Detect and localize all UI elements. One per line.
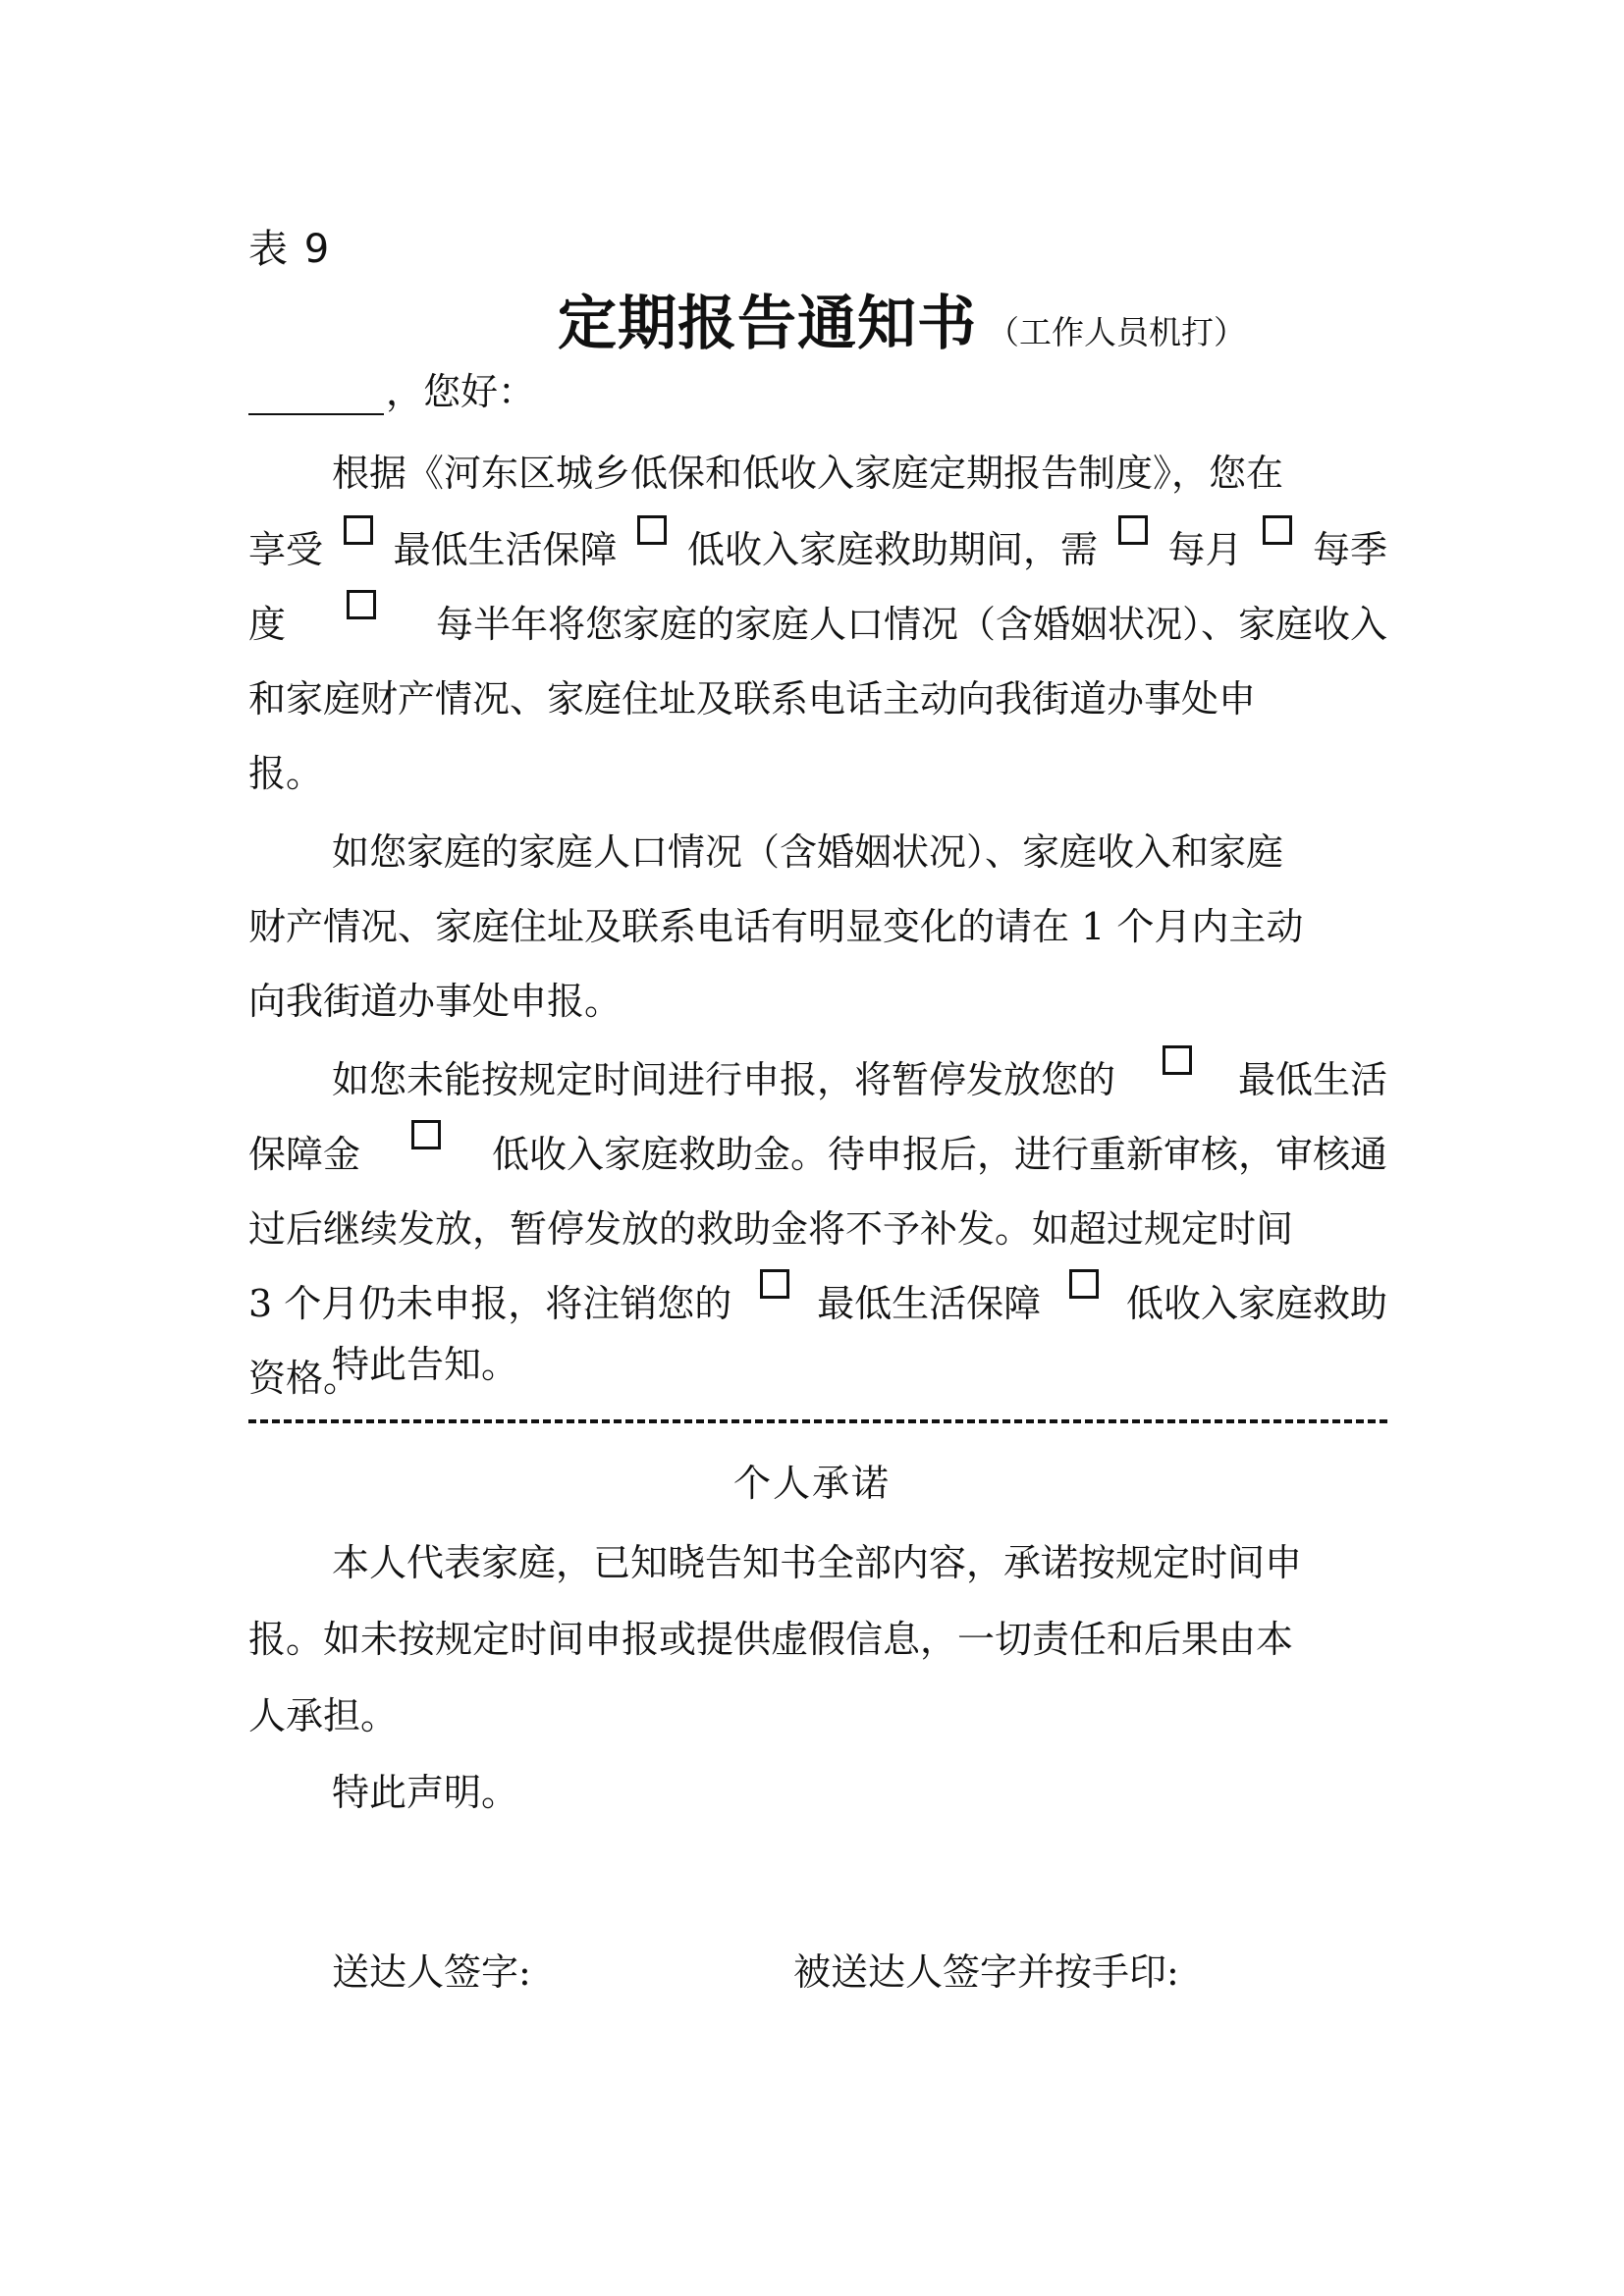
paragraph-line: 根据《河东区城乡低保和低收入家庭定期报告制度》，您在 (332, 452, 1284, 495)
line-segment: 低收入家庭救助金。待申报后，进行重新审核，审核通 (491, 1133, 1387, 1176)
checkbox-monthly[interactable] (1118, 515, 1148, 545)
promise-line: 报。如未按规定时间申报或提供虚假信息，一切责任和后果由本 (248, 1618, 1294, 1661)
checkbox-cancel-min-living-security[interactable] (760, 1269, 789, 1299)
paragraph-line (248, 595, 1387, 654)
line-segment: 每月 (1167, 528, 1243, 571)
line-segment: 最低生活 (1237, 1058, 1387, 1101)
paragraph-line: 资格。 (248, 1357, 361, 1400)
receiver-signature-label: 被送达人签字并按手印: (793, 1950, 1179, 1994)
paragraph-line (248, 1274, 1387, 1333)
line-segment: 每半年将您家庭的家庭人口情况（含婚姻状况）、家庭收入 (435, 603, 1387, 646)
paragraph-line (332, 1050, 1387, 1109)
table-number-label: 表 9 (248, 227, 332, 272)
promise-line: 本人代表家庭，已知晓告知书全部内容，承诺按规定时间申 (332, 1541, 1303, 1584)
line-segment: 低收入家庭救助 (1125, 1282, 1387, 1325)
sender-signature-label: 送达人签字: (332, 1950, 531, 1994)
checkbox-half-yearly[interactable] (347, 590, 376, 619)
promise-line: 人承担。 (248, 1694, 399, 1737)
paragraph-line: 报。 (248, 752, 324, 795)
checkbox-low-income-assistance-fund[interactable] (411, 1120, 441, 1149)
checkbox-min-living-security-fund[interactable] (1163, 1045, 1192, 1075)
line-segment: 享受 (248, 528, 324, 571)
checkbox-min-living-security[interactable] (344, 515, 373, 545)
line-segment: 每季 (1312, 528, 1387, 571)
paragraph-line: 财产情况、家庭住址及联系电话有明显变化的请在 1 个月内主动 (248, 905, 1304, 948)
promise-closing: 特此声明。 (332, 1771, 519, 1814)
dashed-divider (248, 1419, 1387, 1423)
paragraph-line: 如您家庭的家庭人口情况（含婚姻状况）、家庭收入和家庭 (332, 830, 1284, 874)
checkbox-low-income-assistance[interactable] (637, 515, 667, 545)
recipient-name-blank[interactable] (248, 378, 384, 415)
line-segment: 3 个月仍未申报，将注销您的 (248, 1282, 732, 1325)
greeting-text: ，您好： (386, 370, 536, 413)
checkbox-cancel-low-income-assistance[interactable] (1069, 1269, 1099, 1299)
line-segment: 最低生活保障 (393, 528, 618, 571)
paragraph-line (248, 520, 1387, 579)
promise-title: 个人承诺 (732, 1462, 891, 1505)
notice-closing: 特此告知。 (332, 1343, 519, 1386)
line-segment: 保障金 (248, 1133, 361, 1176)
title-main: 定期报告通知书 (558, 290, 977, 358)
line-segment: 如您未能按规定时间进行申报，将暂停发放您的 (332, 1058, 1116, 1101)
paragraph-line: 和家庭财产情况、家庭住址及联系电话主动向我街道办事处申 (248, 677, 1257, 721)
greeting-line (248, 361, 535, 415)
paragraph-line (248, 1125, 1387, 1184)
checkbox-quarterly[interactable] (1263, 515, 1292, 545)
paragraph-line: 过后继续发放，暂停发放的救助金将不予补发。如超过规定时间 (248, 1207, 1294, 1251)
line-segment: 度 (248, 603, 287, 646)
paragraph-line: 向我街道办事处申报。 (248, 980, 623, 1023)
line-segment: 最低生活保障 (817, 1282, 1042, 1325)
title-note: （工作人员机打） (987, 313, 1246, 351)
line-segment: 低收入家庭救助期间，需 (686, 528, 1098, 571)
document-title (558, 277, 1246, 361)
